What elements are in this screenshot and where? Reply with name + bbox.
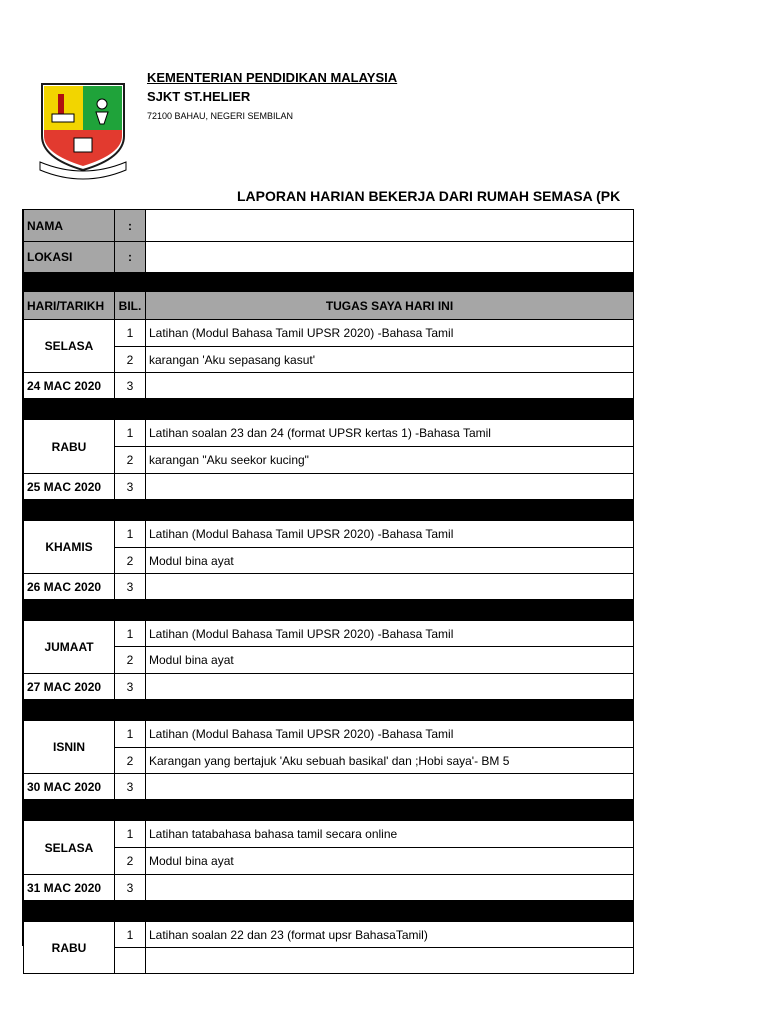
task-number: 1 (115, 420, 146, 447)
name-field[interactable] (146, 210, 634, 242)
day-date: 26 MAC 2020 (24, 574, 115, 600)
task-number: 3 (115, 674, 146, 700)
name-label: NAMA (24, 210, 115, 242)
table-row (24, 721, 634, 748)
separator-row (24, 600, 634, 621)
task-cell (146, 674, 634, 700)
column-header-row (24, 292, 634, 320)
table-row (24, 347, 634, 373)
separator-row (24, 273, 634, 292)
day-name: RABU (24, 922, 115, 974)
separator-row (24, 700, 634, 721)
task-number: 1 (115, 721, 146, 748)
column-header-number: BIL. (115, 292, 146, 320)
table-row (24, 922, 634, 948)
ministry-name: KEMENTERIAN PENDIDIKAN MALAYSIA (147, 70, 398, 85)
table-row (24, 647, 634, 674)
column-header-task: TUGAS SAYA HARI INI (146, 292, 634, 320)
day-name: JUMAAT (24, 621, 115, 674)
task-number: 2 (115, 647, 146, 674)
table-row (24, 748, 634, 774)
task-number: 2 (115, 347, 146, 373)
location-row (24, 242, 634, 273)
day-name: ISNIN (24, 721, 115, 774)
school-address: 72100 BAHAU, NEGERI SEMBILAN (147, 111, 294, 121)
day-name: RABU (24, 420, 115, 474)
column-header-day: HARI/TARIKH (24, 292, 115, 320)
task-number: 1 (115, 821, 146, 848)
task-cell (146, 474, 634, 500)
table-row (24, 875, 634, 901)
task-number: 1 (115, 521, 146, 548)
table-row (24, 474, 634, 500)
separator-row (24, 500, 634, 521)
task-cell: karangan "Aku seekor kucing" (146, 447, 634, 474)
school-crest-logo (38, 78, 128, 178)
day-date: 30 MAC 2020 (24, 774, 115, 800)
task-number: 3 (115, 875, 146, 901)
report-title-container (0, 186, 632, 208)
task-number: 3 (115, 774, 146, 800)
day-date: 27 MAC 2020 (24, 674, 115, 700)
task-number: 2 (115, 548, 146, 574)
task-number (115, 948, 146, 974)
task-cell: Modul bina ayat (146, 647, 634, 674)
task-cell (146, 774, 634, 800)
table-row (24, 320, 634, 347)
table-row (24, 621, 634, 647)
table-row (24, 548, 634, 574)
task-cell (146, 948, 634, 974)
task-cell: Modul bina ayat (146, 848, 634, 875)
separator-row (24, 901, 634, 922)
task-number: 1 (115, 320, 146, 347)
task-cell: Latihan (Modul Bahasa Tamil UPSR 2020) -Bahasa Tamil (146, 521, 634, 548)
task-number: 2 (115, 848, 146, 875)
task-number: 3 (115, 474, 146, 500)
table-row (24, 821, 634, 848)
name-colon: : (115, 210, 146, 242)
task-cell: Latihan (Modul Bahasa Tamil UPSR 2020) -Bahasa Tamil (146, 621, 634, 647)
day-date: 31 MAC 2020 (24, 875, 115, 901)
report-title: LAPORAN HARIAN BEKERJA DARI RUMAH SEMASA (PK (237, 188, 621, 204)
task-number: 1 (115, 621, 146, 647)
task-number: 1 (115, 922, 146, 948)
table-row (24, 674, 634, 700)
task-cell: Latihan (Modul Bahasa Tamil UPSR 2020) -Bahasa Tamil (146, 320, 634, 347)
name-row (24, 210, 634, 242)
table-row (24, 948, 634, 974)
table-row (24, 574, 634, 600)
task-cell: Latihan soalan 22 dan 23 (format upsr BahasaTamil) (146, 922, 634, 948)
task-cell: Latihan tatabahasa bahasa tamil secara online (146, 821, 634, 848)
task-cell (146, 574, 634, 600)
table-row (24, 521, 634, 548)
table-row (24, 774, 634, 800)
task-cell: Latihan (Modul Bahasa Tamil UPSR 2020) -Bahasa Tamil (146, 721, 634, 748)
day-name: KHAMIS (24, 521, 115, 574)
table-row (24, 420, 634, 447)
task-cell: Karangan yang bertajuk 'Aku sebuah basikal' dan ;Hobi saya'- BM 5 (146, 748, 634, 774)
task-cell: Latihan soalan 23 dan 24 (format UPSR kertas 1) -Bahasa Tamil (146, 420, 634, 447)
task-cell (146, 373, 634, 399)
day-date: 24 MAC 2020 (24, 373, 115, 399)
day-name: SELASA (24, 821, 115, 875)
task-cell: karangan 'Aku sepasang kasut' (146, 347, 634, 373)
separator-row (24, 800, 634, 821)
location-colon: : (115, 242, 146, 273)
task-number: 3 (115, 373, 146, 399)
task-number: 2 (115, 748, 146, 774)
location-label: LOKASI (24, 242, 115, 273)
location-field[interactable] (146, 242, 634, 273)
task-number: 2 (115, 447, 146, 474)
separator-row (24, 399, 634, 420)
school-name: SJKT ST.HELIER (147, 89, 251, 104)
task-number: 3 (115, 574, 146, 600)
day-name: SELASA (24, 320, 115, 373)
day-date: 25 MAC 2020 (24, 474, 115, 500)
table-row (24, 447, 634, 474)
table-row (24, 848, 634, 875)
table-row (24, 373, 634, 399)
task-cell: Modul bina ayat (146, 548, 634, 574)
report-table (22, 209, 633, 955)
task-cell (146, 875, 634, 901)
